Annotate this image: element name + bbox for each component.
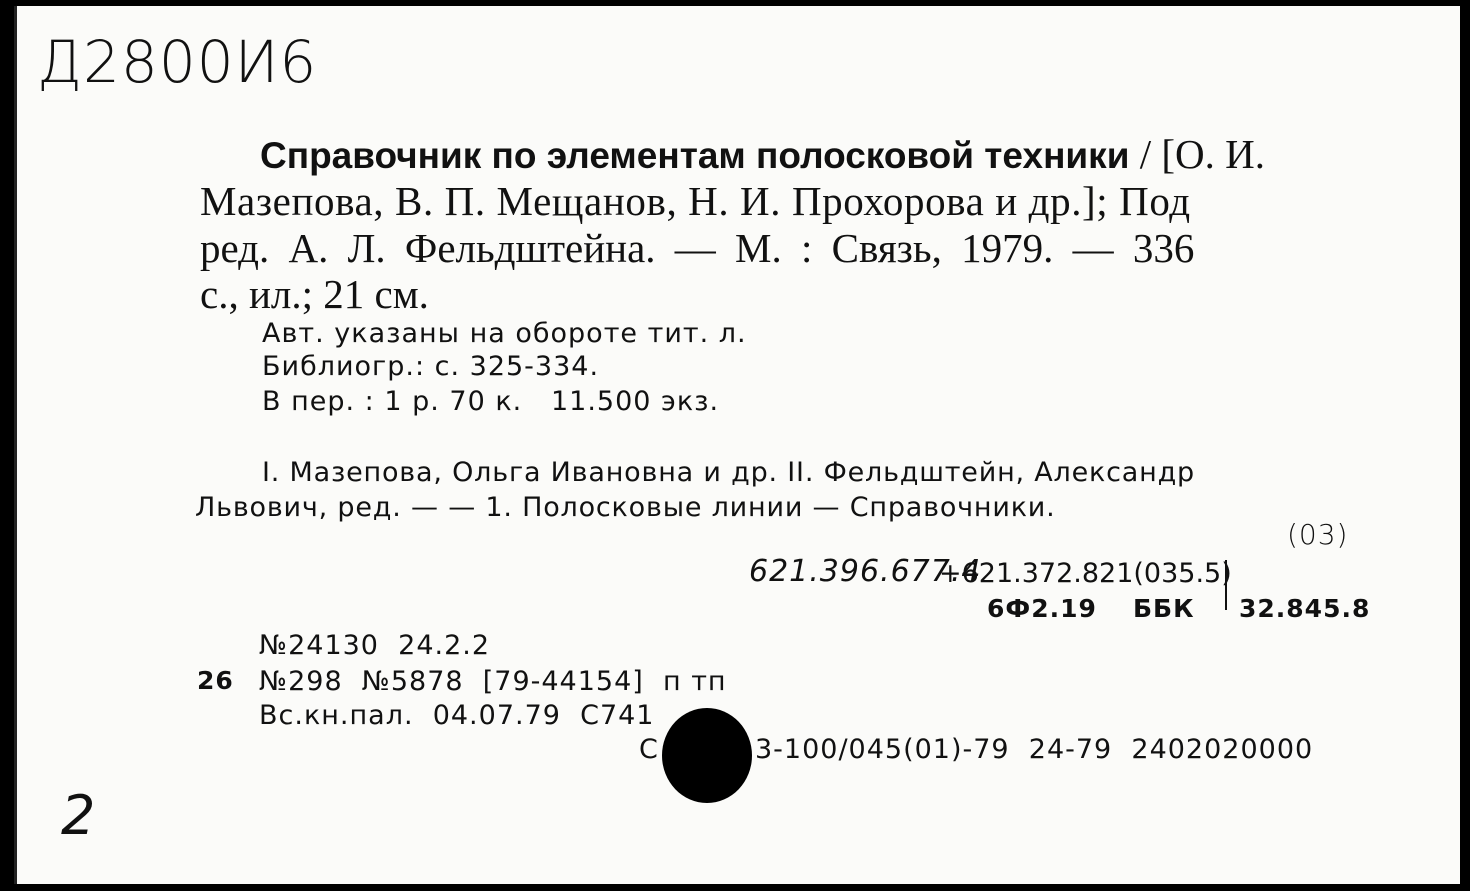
title-line-1 <box>260 131 1265 177</box>
print-info-1: №24130 24.2.2 <box>259 630 491 661</box>
note-bibliography: Библиогр.: с. 325-334. <box>262 351 600 382</box>
title-line-3: ред. А. Л. Фельдштейна. — М. : Связь, 1979. — 336 <box>200 225 1195 271</box>
title-line-2: Мазепова, В. П. Мещанов, Н. И. Прохорова и др.]; Под <box>200 178 1191 224</box>
print-info-3: Вс.кн.пал. 04.07.79 С741 <box>259 700 655 731</box>
tracings-line-1: I. Мазепова, Ольга Ивановна и др. II. Фельдштейн, Александр <box>262 457 1195 488</box>
punch-hole <box>662 708 752 803</box>
handwritten-code: Д2800И6 <box>37 28 318 96</box>
print-info-4-right: 3-100/045(01)-79 24-79 2402020000 <box>755 734 1314 765</box>
bbk-code: 32.845.8 <box>1239 594 1371 623</box>
handwritten-udc-suffix: (03) <box>1287 518 1349 551</box>
title-line-4: с., ил.; 21 см. <box>200 271 429 317</box>
bbk-label: ББК <box>1133 594 1195 623</box>
udc-printed: +621.372.821(035.5) <box>939 558 1232 589</box>
bbk-old: 6Ф2.19 <box>987 594 1097 623</box>
title-bold: Справочник по элементам полосковой техники <box>260 135 1130 176</box>
print-info-2-prefix: 26 <box>197 666 234 695</box>
handwritten-udc: 621.396.677.4 <box>749 554 982 589</box>
title-rest: / [О. И. <box>1129 131 1265 177</box>
note-authors: Авт. указаны на обороте тит. л. <box>262 318 747 349</box>
print-info-4-left: С <box>639 734 659 765</box>
tracings-line-2: Львович, ред. — — 1. Полосковые линии — Справочники. <box>195 492 1056 523</box>
handwritten-mark: 2 <box>61 784 97 847</box>
note-price: В пер. : 1 р. 70 к. 11.500 экз. <box>262 386 720 417</box>
print-info-2: №298 №5878 [79-44154] п тп <box>259 666 727 697</box>
